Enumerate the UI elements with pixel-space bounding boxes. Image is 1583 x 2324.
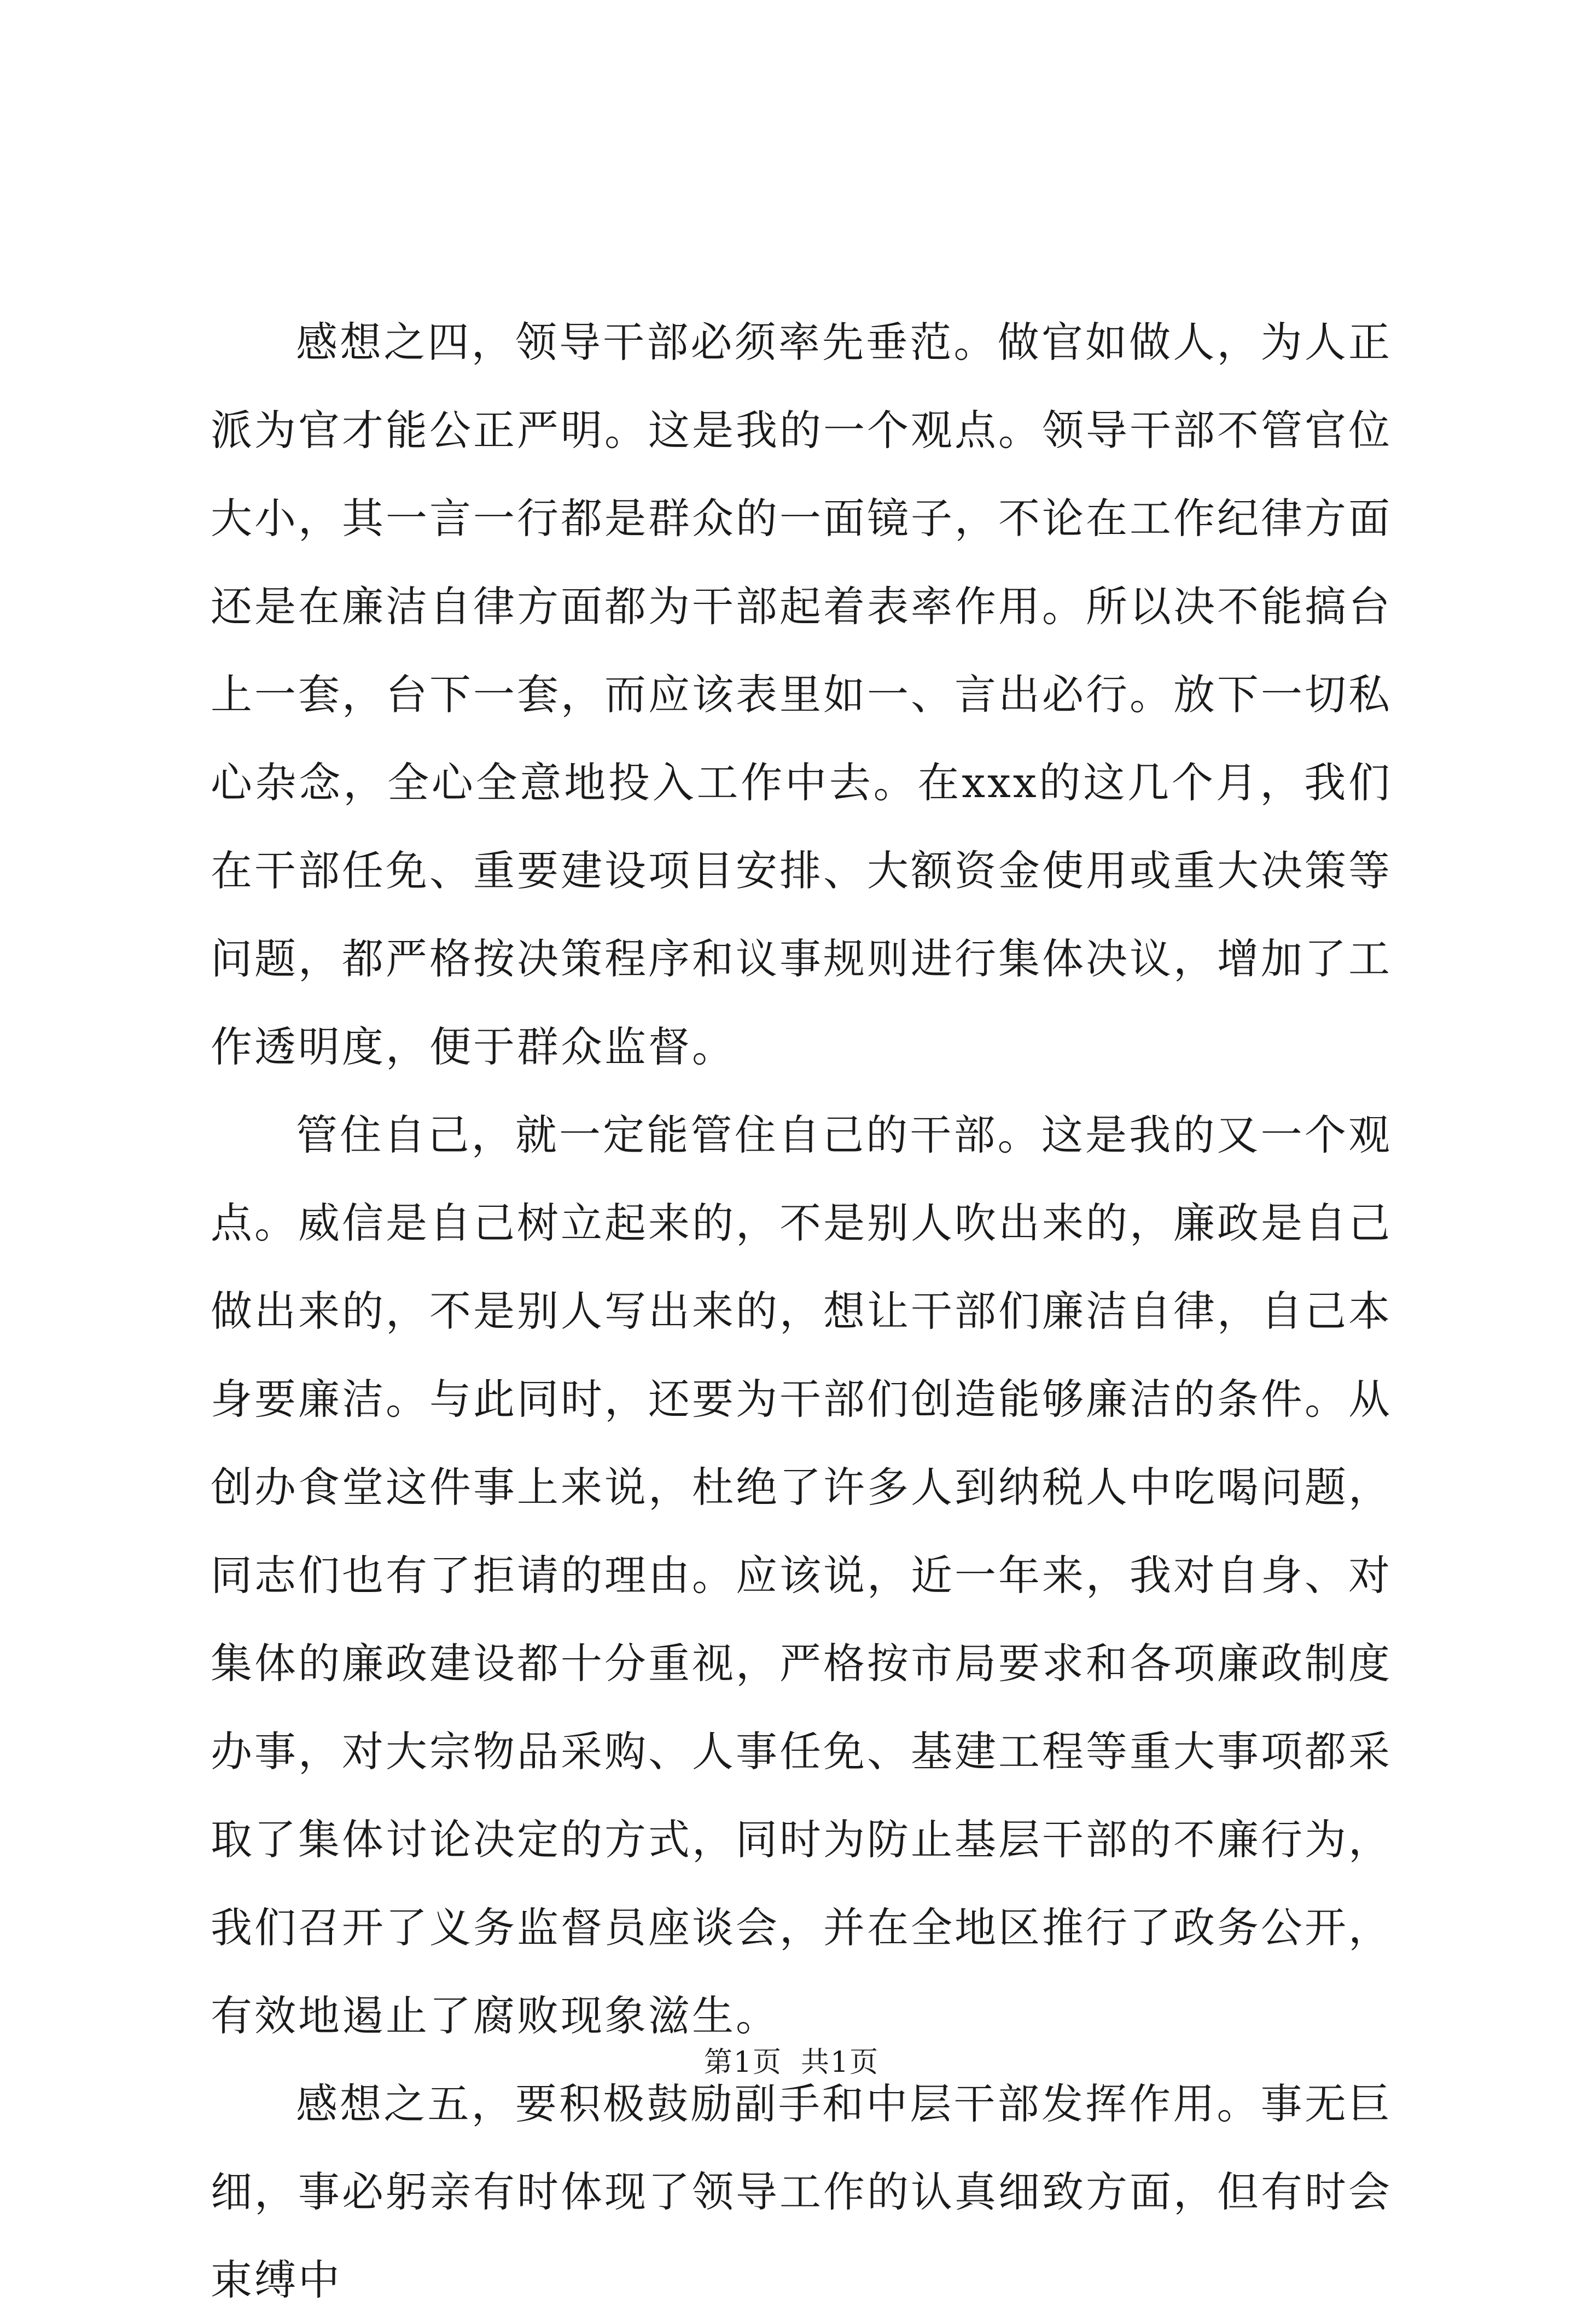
page-total: 共1页 [801, 2046, 880, 2079]
document-body [211, 298, 1392, 2324]
page-number: 第1页 [703, 2046, 782, 2079]
paragraph-self-discipline: 管住自己，就一定能管住自己的干部。这是我的又一个观点。威信是自己树立起来的，不是别人吹出来的，廉政是自己做出来的，不是别人写出来的，想让干部们廉洁自律，自己本身要廉洁。与此同时，还要为干部们创造能够廉洁的条件。从创办食堂这件事上来说，杜绝了许多人到纳税人中吃喝问题，同志们也有了拒请的理由。应该说，近一年来，我对自身、对集体的廉政建设都十分重视，严格按市局要求和各项廉政制度办事，对大宗物品采购、人事任免、基建工程等重大事项都采取了集体讨论决定的方式，同时为防止基层干部的不廉行为，我们召开了义务监督员座谈会，并在全地区推行了政务公开，有效地遏止了腐败现象滋生。 [211, 1111, 1392, 2040]
paragraph-reflection-five: 感想之五，要积极鼓励副手和中层干部发挥作用。事无巨细，事必躬亲有时体现了领导工作的认真细致方面，但有时会束缚中 [211, 2079, 1392, 2304]
page-footer [0, 2043, 1583, 2082]
paragraph-reflection-four: 感想之四，领导干部必须率先垂范。做官如做人，为人正派为官才能公正严明。这是我的一个观点。领导干部不管官位大小，其一言一行都是群众的一面镜子，不论在工作纪律方面还是在廉洁自律方面都为干部起着表率作用。所以决不能搞台上一套，台下一套，而应该表里如一、言出必行。放下一切私心杂念，全心全意地投入工作中去。在xxx的这几个月，我们在干部任免、重要建设项目安排、大额资金使用或重大决策等问题，都严格按决策程序和议事规则进行集体决议，增加了工作透明度，便于群众监督。 [211, 318, 1392, 1071]
